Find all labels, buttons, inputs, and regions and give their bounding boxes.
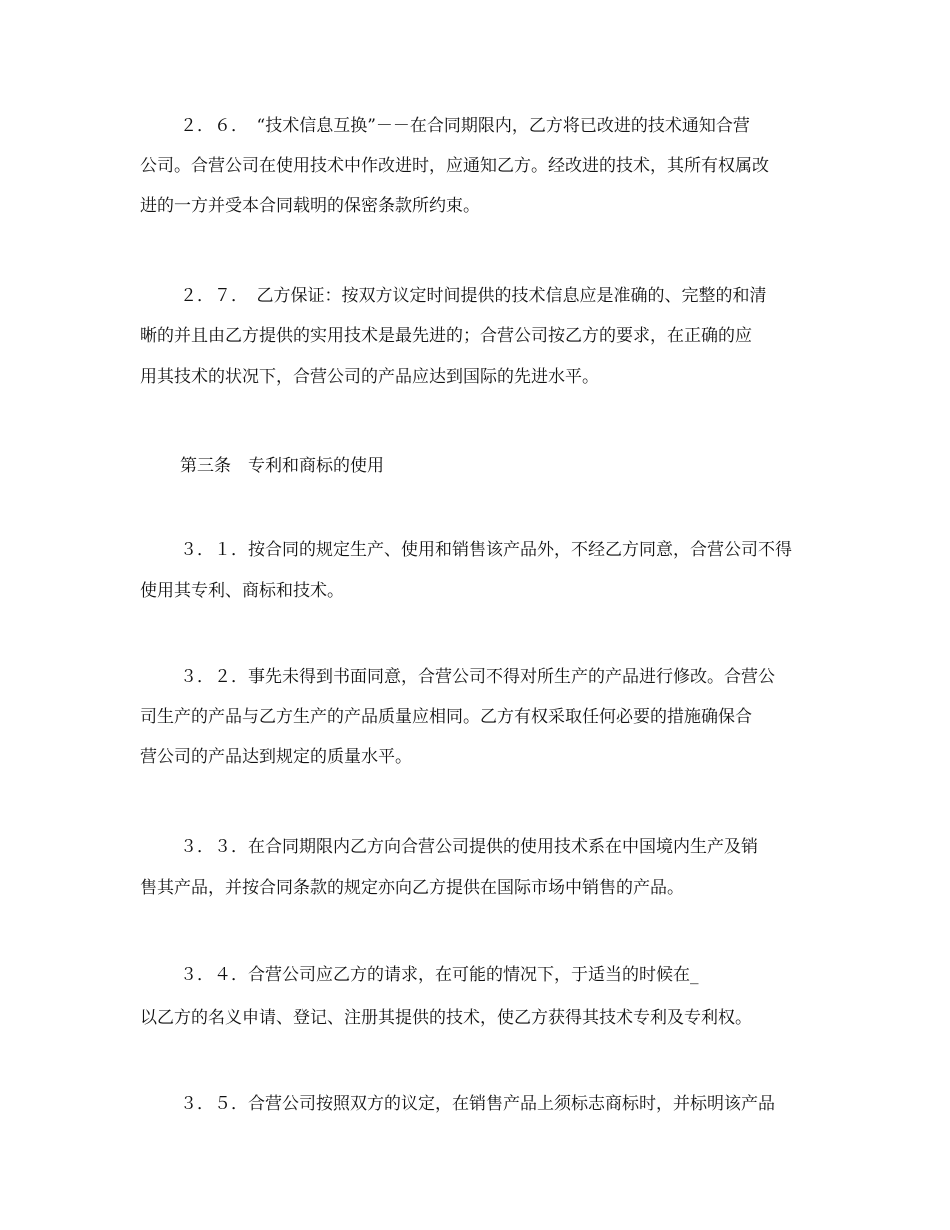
clause-3-5-line-1: ３．５．合营公司按照双方的议定，在销售产品上须标志商标时，并标明该产品	[180, 1094, 775, 1114]
clause-3-2-line-2: 司生产的产品与乙方生产的产品质量应相同。乙方有权采取任何必要的措施确保合	[140, 707, 752, 727]
clause-3-2-line-3: 营公司的产品达到规定的质量水平。	[140, 747, 412, 767]
clause-3-2-line-1: ３．２．事先未得到书面同意，合营公司不得对所生产的产品进行修改。合营公	[180, 667, 775, 687]
clause-2-6-line-1: ２．６． “技术信息互换”－－在合同期限内，乙方将已改进的技术通知合营	[180, 116, 750, 136]
article-3-heading: 第三条 专利和商标的使用	[180, 456, 384, 476]
clause-2-7-line-1: ２．７． 乙方保证：按双方议定时间提供的技术信息应是准确的、完整的和清	[180, 286, 767, 306]
clause-3-4-line-1: ３．４．合营公司应乙方的请求，在可能的情况下，于适当的时候在_	[180, 965, 699, 985]
clause-3-1-line-2: 使用其专利、商标和技术。	[140, 581, 344, 601]
clause-3-4-line-2: 以乙方的名义申请、登记、注册其提供的技术，使乙方获得其技术专利及专利权。	[140, 1008, 752, 1028]
clause-3-1-line-1: ３．１．按合同的规定生产、使用和销售该产品外，不经乙方同意，合营公司不得	[180, 540, 792, 560]
clause-2-6-line-2: 公司。合营公司在使用技术中作改进时，应通知乙方。经改进的技术，其所有权属改	[140, 156, 769, 176]
clause-2-7-line-3: 用其技术的状况下，合营公司的产品应达到国际的先进水平。	[140, 367, 599, 387]
clause-3-3-line-2: 售其产品，并按合同条款的规定亦向乙方提供在国际市场中销售的产品。	[140, 878, 684, 898]
clause-3-3-line-1: ３．３．在合同期限内乙方向合营公司提供的使用技术系在中国境内生产及销	[180, 837, 758, 857]
clause-2-7-line-2: 晰的并且由乙方提供的实用技术是最先进的；合营公司按乙方的要求，在正确的应	[140, 326, 752, 346]
clause-2-6-line-3: 进的一方并受本合同载明的保密条款所约束。	[140, 196, 480, 216]
